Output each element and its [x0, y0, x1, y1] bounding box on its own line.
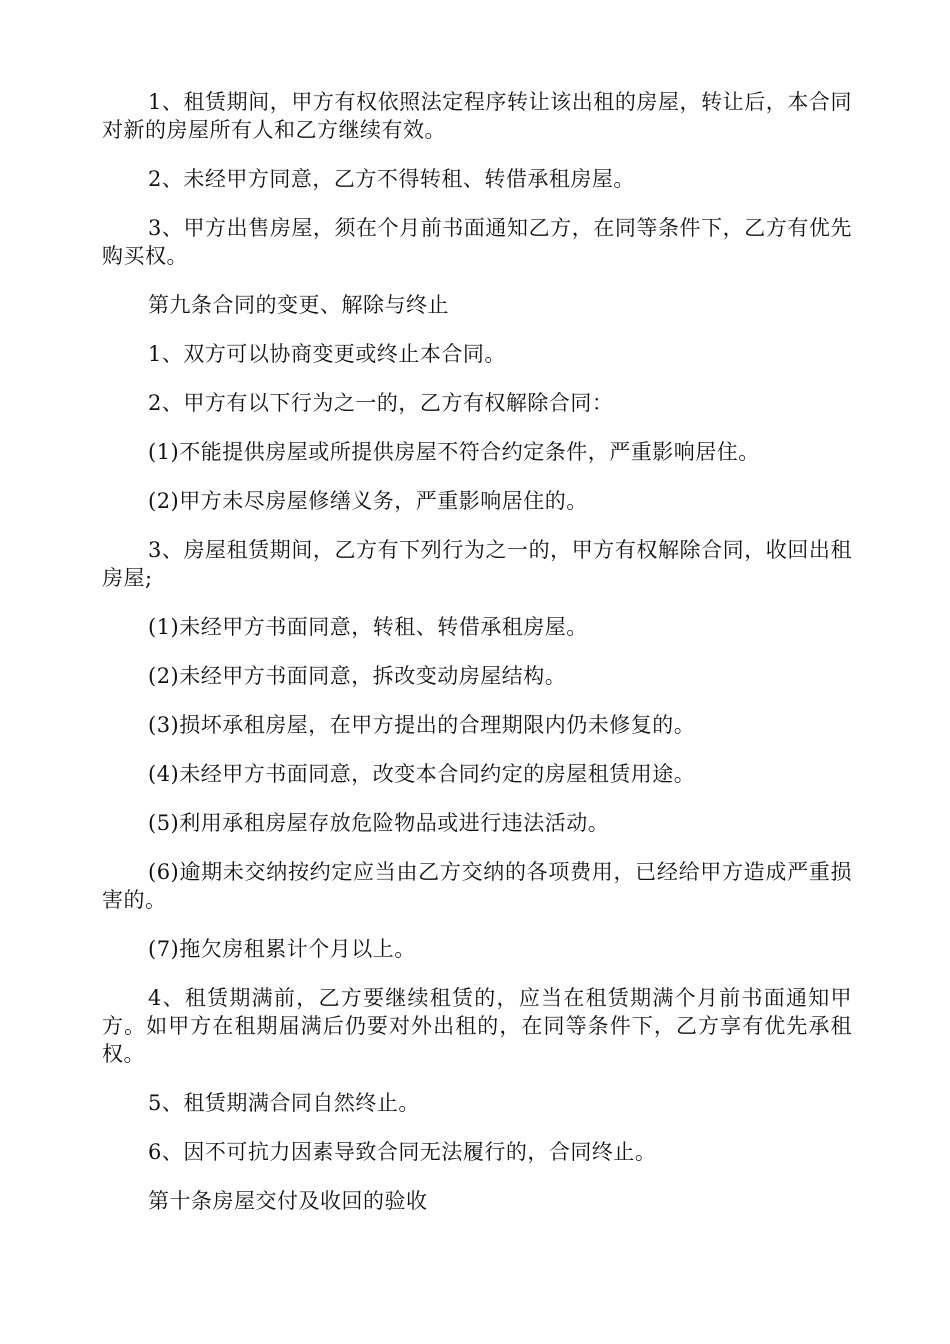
clause-9-item-2-sub-1: (1)不能提供房屋或所提供房屋不符合约定条件，严重影响居住。: [148, 440, 760, 464]
clause-9-item-2: 2、甲方有以下行为之一的，乙方有权解除合同：: [148, 391, 614, 415]
clause-9-item-3-sub-5: (5)利用承租房屋存放危险物品或进行违法活动。: [148, 811, 610, 835]
clause-8-item-3: 3、甲方出售房屋，须在个月前书面通知乙方，在同等条件下，乙方有优先购买权。: [102, 216, 852, 268]
clause-9-item-1: 1、双方可以协商变更或终止本合同。: [148, 342, 506, 366]
clause-8-item-1: 1、租赁期间，甲方有权依照法定程序转让该出租的房屋，转让后，本合同对新的房屋所有人和乙方继续有效。: [102, 90, 852, 142]
clause-9-item-2-sub-2: (2)甲方未尽房屋修缮义务，严重影响居住的。: [148, 489, 588, 513]
clause-9-item-6: 6、因不可抗力因素导致合同无法履行的，合同终止。: [148, 1140, 657, 1164]
clause-9-item-3-sub-2: (2)未经甲方书面同意，拆改变动房屋结构。: [148, 664, 567, 688]
clause-9-item-3-sub-3: (3)损坏承租房屋，在甲方提出的合理期限内仍未修复的。: [148, 713, 696, 737]
clause-9-item-3-sub-7: (7)拖欠房租累计个月以上。: [148, 937, 416, 961]
clause-8-item-2: 2、未经甲方同意，乙方不得转租、转借承租房屋。: [148, 167, 635, 191]
clause-9-item-4: 4、租赁期满前，乙方要继续租赁的，应当在租赁期满个月前书面通知甲方。如甲方在租期届满后仍要对外出租的，在同等条件下，乙方享有优先承租权。: [102, 986, 852, 1066]
clause-9-item-3: 3、房屋租赁期间，乙方有下列行为之一的，甲方有权解除合同，收回出租房屋;: [102, 538, 852, 590]
section-heading-clause-10: 第十条房屋交付及收回的验收: [148, 1189, 428, 1213]
clause-9-item-3-sub-1: (1)未经甲方书面同意，转租、转借承租房屋。: [148, 615, 588, 639]
clause-9-item-3-sub-4: (4)未经甲方书面同意，改变本合同约定的房屋租赁用途。: [148, 762, 696, 786]
clause-9-item-3-sub-6: (6)逾期未交纳按约定应当由乙方交纳的各项费用，已经给甲方造成严重损害的。: [102, 860, 852, 912]
document-body: [102, 88, 852, 1236]
clause-9-item-5: 5、租赁期满合同自然终止。: [148, 1091, 420, 1115]
section-heading-clause-9: 第九条合同的变更、解除与终止: [148, 293, 449, 317]
